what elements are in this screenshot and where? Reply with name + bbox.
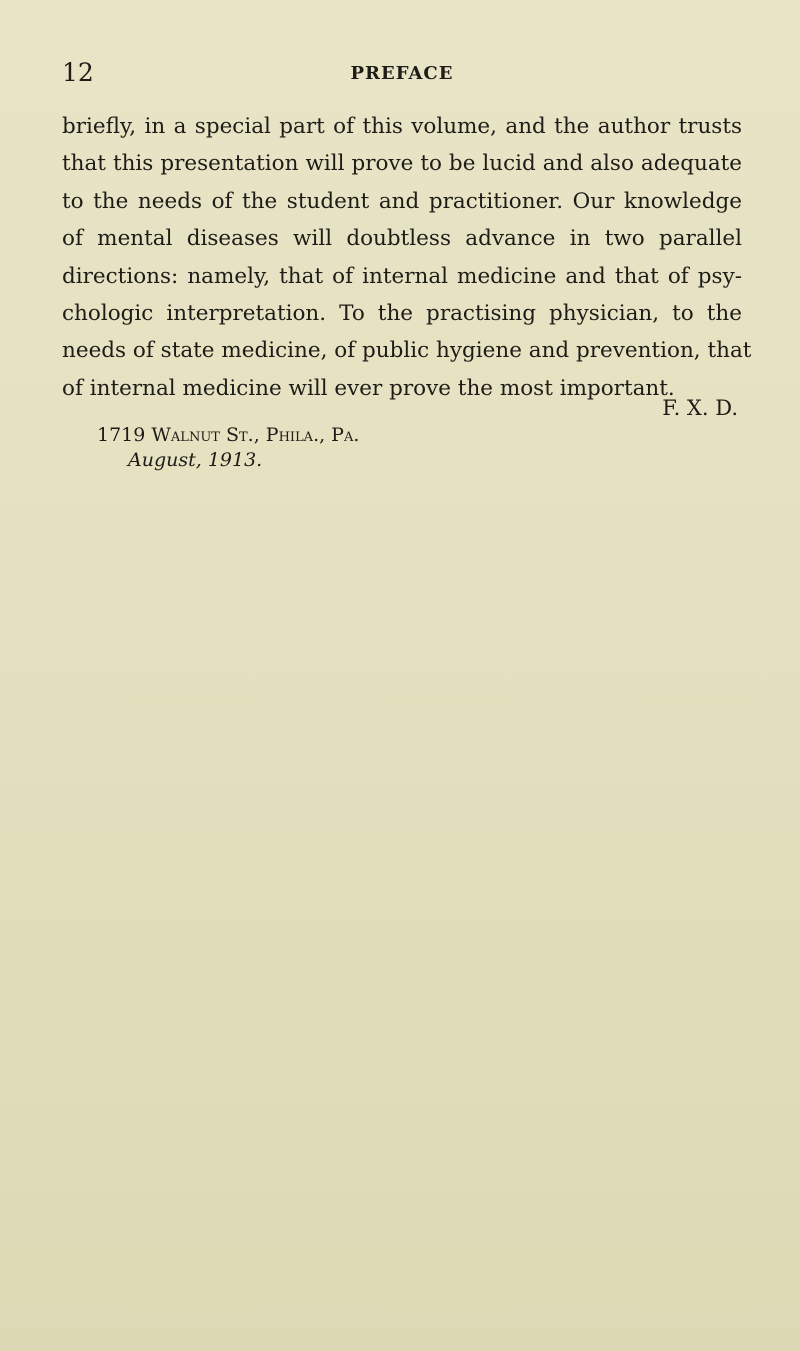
author-address: 1719 Walnut St., Phila., Pa. [97,424,360,446]
text-line: briefly, in a special part of this volume, and the author trusts [62,114,742,139]
author-initials: F. X. D. [662,396,738,420]
preface-date: August, 1913. [128,449,263,471]
text-line: of mental diseases will doubtless advance in two parallel [62,226,742,252]
page-number: 12 [62,58,94,87]
text-line: directions: namely, that of internal medicine and that of psy- [62,263,742,289]
running-title: PREFACE [350,63,454,84]
text-line: needs of state medicine, of public hygiene and prevention, that [62,338,752,364]
text-line: chologic interpretation. To the practising physician, to the [62,300,742,326]
text-line: to the needs of the student and practitioner. Our knowledge [62,188,742,214]
text-line: of internal medicine will ever prove the most important. [62,375,675,401]
running-head [62,58,742,88]
text-line: that this presentation will prove to be lucid and also adequate [62,151,742,177]
preface-paragraph [62,108,752,407]
